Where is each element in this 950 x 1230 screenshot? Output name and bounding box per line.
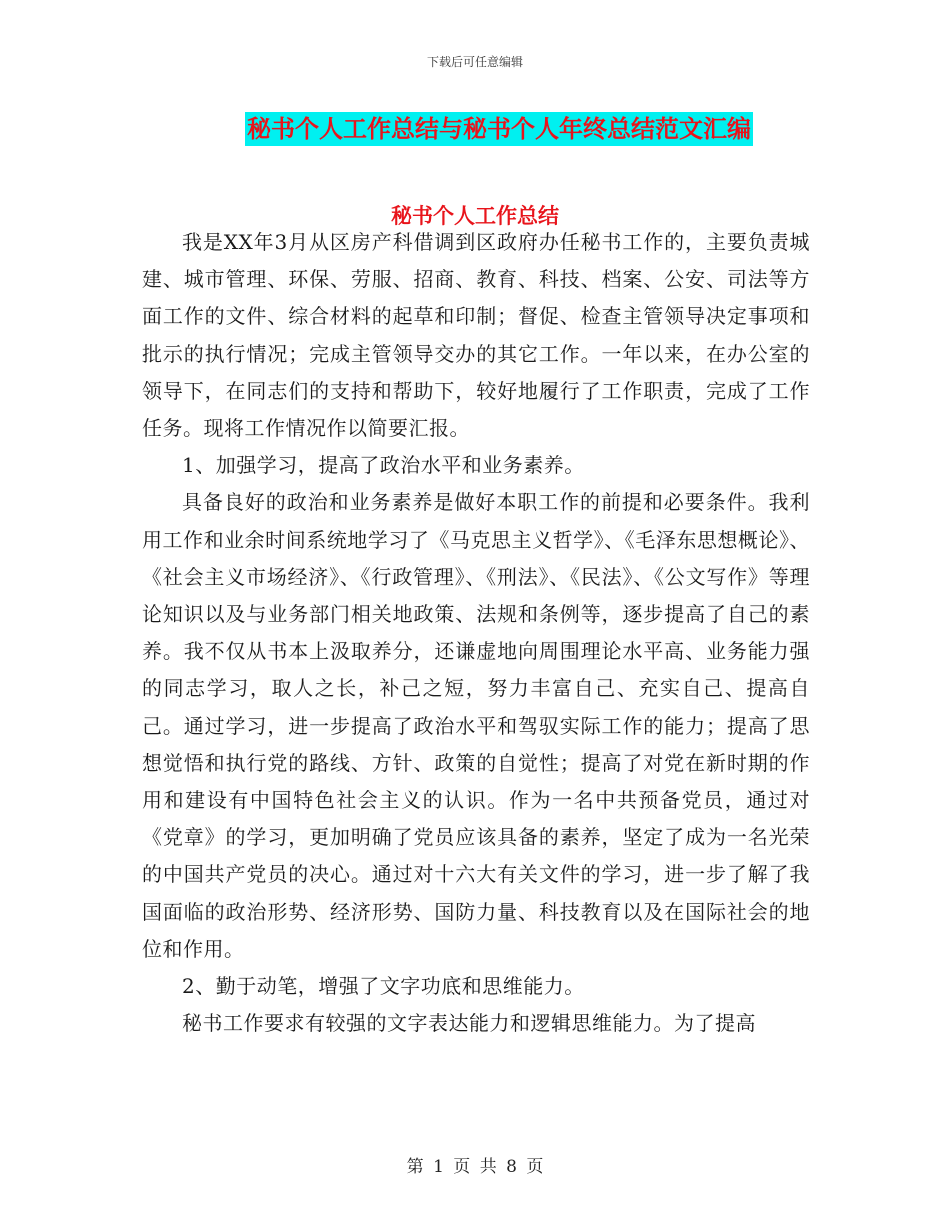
- document-title-wrap: [0, 112, 950, 146]
- header-note: 下载后可任意编辑: [426, 55, 523, 69]
- paragraph-study: 具备良好的政治和业务素养是做好本职工作的前提和必要条件。我利用工作和业余时间系统地学习了《马克思主义哲学》、《毛泽东思想概论》、《社会主义市场经济》、《行政管理》、《刑法》、《民法》、《公文写作》等理论知识以及与业务部门相关地政策、法规和条例等，逐步提高了自己的素养。我不仅从书本上汲取养分，还谦虚地向周围理论水平高、业务能力强的同志学习，取人之长，补己之短，努力丰富自己、充实自己、提高自己。通过学习，进一步提高了政治水平和驾驭实际工作的能力；提高了思想觉悟和执行党的路线、方针、政策的自觉性；提高了对党在新时期的作用和建设有中国特色社会主义的认识。作为一名中共预备党员，通过对《党章》的学习，更加明确了党员应该具备的素养，坚定了成为一名光荣的中国共产党员的决心。通过对十六大有关文件的学习，进一步了解了我国面临的政治形势、经济形势、国防力量、科技教育以及在国际社会的地位和作用。: [142, 490, 810, 961]
- document-title: 秘书个人工作总结与秘书个人年终总结范文汇编: [245, 112, 753, 146]
- paragraph-heading-2: 2、勤于动笔，增强了文字功底和思维能力。: [182, 974, 585, 999]
- paragraph-heading-1: 1、加强学习，提高了政治水平和业务素养。: [182, 453, 585, 478]
- page-footer: 第 1 页 共 8 页: [406, 1157, 544, 1177]
- document-body: [142, 224, 810, 1042]
- paragraph-writing: 秘书工作要求有较强的文字表达能力和逻辑思维能力。为了提高: [182, 1011, 756, 1036]
- section-title: 秘书个人工作总结: [391, 203, 559, 228]
- paragraph-intro: 我是XX年3月从区房产科借调到区政府办任秘书工作的，主要负责城建、城市管理、环保、劳服、招商、教育、科技、档案、公安、司法等方面工作的文件、综合材料的起草和印制；督促、检查主管领导决定事项和批示的执行情况；完成主管领导交办的其它工作。一年以来，在办公室的领导下，在同志们的支持和帮助下，较好地履行了工作职责，完成了工作任务。现将工作情况作以简要汇报。: [142, 230, 810, 441]
